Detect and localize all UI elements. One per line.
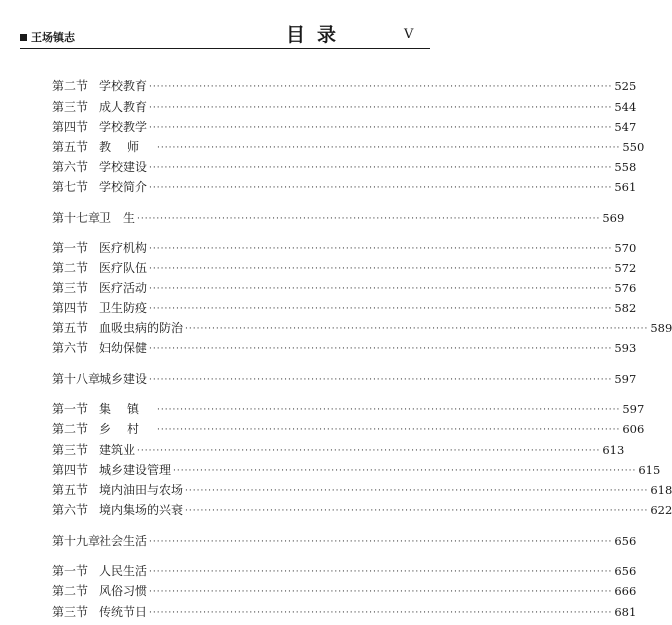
toc-entry-page: 570 <box>614 241 637 255</box>
toc-entry-title: 学校简介 <box>99 180 148 194</box>
toc-section-row <box>52 118 637 136</box>
toc-section-row <box>52 138 645 156</box>
toc-entry-label: 第十九章 <box>52 534 101 548</box>
toc-entry-page: 544 <box>614 100 637 114</box>
toc-entry-page: 613 <box>602 443 625 457</box>
toc-section-row <box>52 299 637 317</box>
toc-entry-label: 第五节 <box>52 140 89 154</box>
toc-entry-title: 成人教育 <box>99 100 148 114</box>
toc-entry-page: 656 <box>614 564 637 578</box>
toc-entry-title: 社会生活 <box>99 534 148 548</box>
toc-entry-title: 城乡建设 <box>99 372 148 386</box>
toc-entry-title: 集镇 <box>99 402 156 416</box>
dot-leader: ························································································································ <box>149 587 613 597</box>
dot-leader: ························································································································ <box>149 123 613 133</box>
toc-entry-title: 卫 生 <box>99 211 136 225</box>
toc-section-row <box>52 481 672 499</box>
toc-entry-label: 第三节 <box>52 281 89 295</box>
toc-entry-page: 622 <box>650 503 672 517</box>
toc-entry-page: 606 <box>622 422 645 436</box>
toc-entry-title: 建筑业 <box>99 443 136 457</box>
toc-entry-label: 第五节 <box>52 483 89 497</box>
dot-leader: ························································································································ <box>149 163 613 173</box>
toc-entry-page: 589 <box>650 321 672 335</box>
toc-entry-label: 第四节 <box>52 120 89 134</box>
dot-leader: ························································································································ <box>173 466 637 476</box>
dot-leader: ························································································································ <box>185 324 649 334</box>
toc-section-row <box>52 603 637 621</box>
toc-entry-label: 第三节 <box>52 605 89 619</box>
toc-section-row <box>52 259 637 277</box>
dot-leader: ························································································································ <box>137 446 601 456</box>
dot-leader: ························································································································ <box>157 405 621 415</box>
toc-section-row <box>52 441 625 459</box>
toc-entry-title: 卫生防疫 <box>99 301 148 315</box>
dot-leader: ························································································································ <box>149 183 613 193</box>
toc-entry-page: 597 <box>622 402 645 416</box>
toc-entry-label: 第六节 <box>52 503 89 517</box>
toc-entry-title: 城乡建设管理 <box>99 463 172 477</box>
toc-chapter-row <box>52 532 637 550</box>
dot-leader: ························································································································ <box>149 344 613 354</box>
toc-entry-title: 医疗机构 <box>99 241 148 255</box>
toc-section-row <box>52 501 672 519</box>
toc-entry-title: 传统节日 <box>99 605 148 619</box>
toc-entry-label: 第一节 <box>52 241 89 255</box>
toc-entry-page: 597 <box>614 372 637 386</box>
toc-section-row <box>52 77 637 95</box>
toc-section-row <box>52 339 637 357</box>
toc-entry-page: 547 <box>614 120 637 134</box>
toc-entry-title: 人民生活 <box>99 564 148 578</box>
toc-entry-label: 第四节 <box>52 301 89 315</box>
toc-entry-page: 582 <box>614 301 637 315</box>
toc-entry-label: 第四节 <box>52 463 89 477</box>
dot-leader: ························································································································ <box>149 103 613 113</box>
toc-section-row <box>52 158 637 176</box>
toc-entry-label: 第二节 <box>52 584 89 598</box>
toc-chapter-row <box>52 209 625 227</box>
toc-section-row <box>52 279 637 297</box>
dot-leader: ························································································································ <box>137 214 601 224</box>
dot-leader: ························································································································ <box>149 82 613 92</box>
dot-leader: ························································································································ <box>149 284 613 294</box>
toc-entry-title: 医疗队伍 <box>99 261 148 275</box>
toc-entry-page: 550 <box>622 140 645 154</box>
toc-entry-title: 医疗活动 <box>99 281 148 295</box>
toc-chapter-row <box>52 370 637 388</box>
toc-entry-label: 第五节 <box>52 321 89 335</box>
toc-section-row <box>52 562 637 580</box>
dot-leader: ························································································································ <box>157 425 621 435</box>
toc-entry-page: 525 <box>614 79 637 93</box>
toc-entry-page: 666 <box>614 584 637 598</box>
section-title: 目录 <box>286 24 349 46</box>
book-title-text: 王场镇志 <box>31 31 75 44</box>
toc-entry-page: 561 <box>614 180 637 194</box>
toc-entry-label: 第十八章 <box>52 372 101 386</box>
toc-section-row <box>52 582 637 600</box>
toc-entry-page: 656 <box>614 534 637 548</box>
dot-leader: ························································································································ <box>157 143 621 153</box>
toc-entry-page: 572 <box>614 261 637 275</box>
toc-entry-title: 学校建设 <box>99 160 148 174</box>
dot-leader: ························································································································ <box>185 506 649 516</box>
toc-entry-title: 学校教学 <box>99 120 148 134</box>
toc-entry-page: 681 <box>614 605 637 619</box>
dot-leader: ························································································································ <box>149 567 613 577</box>
toc-entry-label: 第二节 <box>52 79 89 93</box>
toc-entry-title: 学校教育 <box>99 79 148 93</box>
toc-entry-title: 妇幼保健 <box>99 341 148 355</box>
toc-entry-page: 558 <box>614 160 637 174</box>
toc-section-row <box>52 461 661 479</box>
toc-entry-title: 教师 <box>99 140 156 154</box>
toc-entry-label: 第三节 <box>52 443 89 457</box>
toc-section-row <box>52 319 672 337</box>
toc-entry-label: 第三节 <box>52 100 89 114</box>
toc-entry-label: 第一节 <box>52 402 89 416</box>
toc-entry-label: 第一节 <box>52 564 89 578</box>
dot-leader: ························································································································ <box>149 608 613 618</box>
toc-entry-label: 第二节 <box>52 422 89 436</box>
dot-leader: ························································································································ <box>185 486 649 496</box>
toc-entry-page: 615 <box>638 463 661 477</box>
toc-entry-title: 乡村 <box>99 422 156 436</box>
toc-entry-page: 618 <box>650 483 672 497</box>
toc-entry-label: 第十七章 <box>52 211 101 225</box>
toc-entry-label: 第六节 <box>52 160 89 174</box>
toc-entry-title: 境内油田与农场 <box>99 483 184 497</box>
toc-entry-page: 576 <box>614 281 637 295</box>
toc-entry-title: 境内集场的兴衰 <box>99 503 184 517</box>
toc-section-row <box>52 420 645 438</box>
toc-entry-title: 风俗习惯 <box>99 584 148 598</box>
dot-leader: ························································································································ <box>149 264 613 274</box>
toc-entry-page: 593 <box>614 341 637 355</box>
dot-leader: ························································································································ <box>149 244 613 254</box>
toc-entry-label: 第二节 <box>52 261 89 275</box>
page-number: V <box>404 27 414 42</box>
dot-leader: ························································································································ <box>149 375 613 385</box>
toc-section-row <box>52 98 637 116</box>
toc-section-row <box>52 400 645 418</box>
toc-entry-title: 血吸虫病的防治 <box>99 321 184 335</box>
toc-entry-label: 第六节 <box>52 341 89 355</box>
toc-section-row <box>52 178 637 196</box>
toc-section-row <box>52 239 637 257</box>
toc-entry-page: 569 <box>602 211 625 225</box>
dot-leader: ························································································································ <box>149 537 613 547</box>
toc-entry-label: 第七节 <box>52 180 89 194</box>
dot-leader: ························································································································ <box>149 304 613 314</box>
